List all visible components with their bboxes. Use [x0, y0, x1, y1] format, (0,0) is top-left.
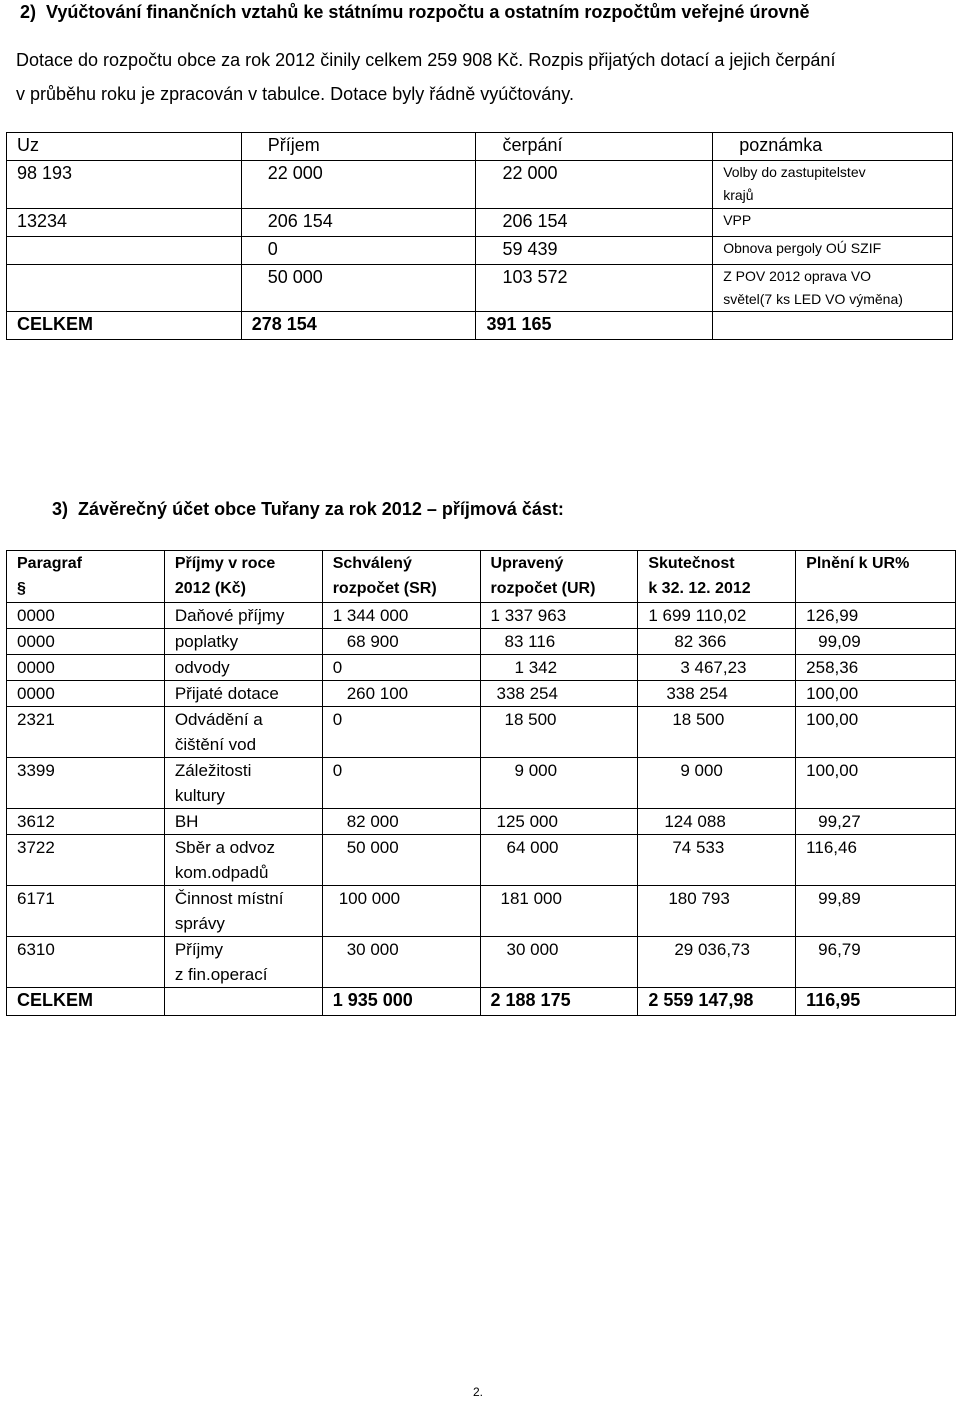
total-cerpani: 391 165 [476, 312, 713, 340]
cell-skutecnost: 124 088 [638, 809, 796, 835]
cell-ur: 30 000 [480, 937, 638, 988]
cell-prijem: 50 000 [241, 265, 476, 312]
cell-paragraf: 3399 [7, 758, 165, 809]
cell-name: poplatky [164, 629, 322, 655]
cell-plneni: 258,36 [796, 655, 956, 681]
cell-poznamka: VPP [713, 209, 953, 237]
cell-prijem: 0 [241, 237, 476, 265]
total-label: CELKEM [7, 988, 165, 1016]
name-line-1: Odvádění a [174, 710, 263, 729]
name-line-2: správy [174, 914, 225, 933]
table-row [7, 809, 956, 835]
income-table [6, 550, 956, 1016]
cell-sr: 100 000 [322, 886, 480, 937]
cell-sr: 0 [322, 655, 480, 681]
cell-skutecnost: 180 793 [638, 886, 796, 937]
name-line-1: Činnost místní [174, 889, 284, 908]
name-line-1: Sběr a odvoz [174, 838, 276, 857]
name-line-2: kom.odpadů [174, 863, 269, 882]
cell-paragraf: 0000 [7, 629, 165, 655]
cell-poznamka [713, 161, 953, 209]
header-line-2: rozpočet (SR) [332, 580, 437, 597]
cell-paragraf: 3722 [7, 835, 165, 886]
header-line-1: Plnění k UR% [806, 555, 910, 572]
cell-skutecnost: 3 467,23 [638, 655, 796, 681]
header-skutecnost [638, 551, 796, 603]
cell-skutecnost: 82 366 [638, 629, 796, 655]
total-empty [164, 988, 322, 1016]
cell-uz [7, 237, 242, 265]
header-prijem: Příjem [241, 133, 476, 161]
note-line-1: Z POV 2012 oprava VO [723, 268, 872, 284]
cell-plneni: 116,46 [796, 835, 956, 886]
cell-ur: 18 500 [480, 707, 638, 758]
cell-name [164, 937, 322, 988]
table-row [7, 707, 956, 758]
header-line-1: Skutečnost [648, 555, 735, 572]
table-row [7, 937, 956, 988]
table-row [7, 265, 953, 312]
header-poznamka: poznámka [713, 133, 953, 161]
name-line-1: Záležitosti [174, 761, 252, 780]
cell-skutecnost: 29 036,73 [638, 937, 796, 988]
cell-sr: 50 000 [322, 835, 480, 886]
cell-ur: 125 000 [480, 809, 638, 835]
cell-ur: 1 337 963 [480, 603, 638, 629]
table-row [7, 629, 956, 655]
section-2-heading: 2) Vyúčtování finančních vztahů ke státnímu rozpočtu a ostatním rozpočtům veřejné úrovně [20, 2, 810, 22]
cell-cerpani: 22 000 [476, 161, 713, 209]
name-line-1: Příjmy [174, 940, 223, 959]
table-row [7, 886, 956, 937]
header-line-1: Příjmy v roce [174, 555, 276, 572]
section-2-paragraph-line-2: v průběhu roku je zpracován v tabulce. Dotace byly řádně vyúčtovány. [16, 84, 574, 104]
cell-uz: 98 193 [7, 161, 242, 209]
table-row [7, 655, 956, 681]
header-schvaleny [322, 551, 480, 603]
cell-name: Přijaté dotace [164, 681, 322, 707]
cell-name: BH [164, 809, 322, 835]
cell-paragraf: 0000 [7, 681, 165, 707]
cell-name [164, 835, 322, 886]
cell-sr: 1 344 000 [322, 603, 480, 629]
table-row [7, 758, 956, 809]
section-3-heading: 3) Závěrečný účet obce Tuřany za rok 2012 – příjmová část: [52, 499, 564, 519]
table-row [7, 681, 956, 707]
cell-ur: 181 000 [480, 886, 638, 937]
cell-skutecnost: 18 500 [638, 707, 796, 758]
header-line-1: Schválený [332, 555, 412, 572]
header-line-1: Upravený [490, 555, 564, 572]
header-uz: Uz [7, 133, 242, 161]
cell-plneni: 100,00 [796, 707, 956, 758]
section-2-paragraph-line-1: Dotace do rozpočtu obce za rok 2012 činily celkem 259 908 Kč. Rozpis přijatých dotací a jejich čerpání [16, 50, 836, 70]
cell-ur: 338 254 [480, 681, 638, 707]
cell-sr: 30 000 [322, 937, 480, 988]
cell-poznamka: Obnova pergoly OÚ SZIF [713, 237, 953, 265]
income-table-total-row [7, 988, 956, 1016]
cell-name [164, 758, 322, 809]
table-row [7, 835, 956, 886]
cell-plneni: 100,00 [796, 758, 956, 809]
header-line-2: 2012 (Kč) [174, 580, 246, 597]
name-line-2: kultury [174, 786, 225, 805]
header-paragraf [7, 551, 165, 603]
name-line-2: z fin.operací [174, 965, 268, 984]
note-line-2: světel(7 ks LED VO výměna) [723, 291, 903, 307]
cell-paragraf: 2321 [7, 707, 165, 758]
cell-cerpani: 206 154 [476, 209, 713, 237]
income-table-header-row [7, 551, 956, 603]
cell-uz [7, 265, 242, 312]
total-plneni: 116,95 [796, 988, 956, 1016]
cell-name: odvody [164, 655, 322, 681]
table-row [7, 161, 953, 209]
cell-paragraf: 3612 [7, 809, 165, 835]
note-line-2: krajů [723, 187, 754, 203]
cell-plneni: 96,79 [796, 937, 956, 988]
cell-sr: 68 900 [322, 629, 480, 655]
cell-poznamka [713, 265, 953, 312]
total-sr: 1 935 000 [322, 988, 480, 1016]
table-row [7, 209, 953, 237]
cell-plneni: 100,00 [796, 681, 956, 707]
cell-sr: 0 [322, 707, 480, 758]
cell-sr: 82 000 [322, 809, 480, 835]
page-number: 2. [473, 1385, 484, 1399]
note-line-1: Volby do zastupitelstev [723, 164, 866, 180]
cell-cerpani: 59 439 [476, 237, 713, 265]
total-skutecnost: 2 559 147,98 [638, 988, 796, 1016]
cell-plneni: 99,27 [796, 809, 956, 835]
subsidy-table-header-row [7, 133, 953, 161]
header-line-2: § [17, 580, 26, 597]
cell-skutecnost: 1 699 110,02 [638, 603, 796, 629]
subsidy-table-total-row [7, 312, 953, 340]
cell-name [164, 886, 322, 937]
cell-name: Daňové příjmy [164, 603, 322, 629]
cell-skutecnost: 338 254 [638, 681, 796, 707]
cell-paragraf: 0000 [7, 603, 165, 629]
cell-prijem: 206 154 [241, 209, 476, 237]
cell-sr: 260 100 [322, 681, 480, 707]
header-cerpani: čerpání [476, 133, 713, 161]
header-line-2: k 32. 12. 2012 [648, 580, 751, 597]
table-row [7, 237, 953, 265]
cell-paragraf: 6171 [7, 886, 165, 937]
cell-skutecnost: 74 533 [638, 835, 796, 886]
name-line-2: čištění vod [174, 735, 257, 754]
total-ur: 2 188 175 [480, 988, 638, 1016]
header-prijmy [164, 551, 322, 603]
cell-prijem: 22 000 [241, 161, 476, 209]
cell-paragraf: 6310 [7, 937, 165, 988]
cell-ur: 83 116 [480, 629, 638, 655]
header-line-2: rozpočet (UR) [490, 580, 596, 597]
header-upraveny [480, 551, 638, 603]
cell-sr: 0 [322, 758, 480, 809]
total-prijem: 278 154 [241, 312, 476, 340]
cell-uz: 13234 [7, 209, 242, 237]
cell-plneni: 126,99 [796, 603, 956, 629]
subsidy-table [6, 132, 953, 340]
cell-skutecnost: 9 000 [638, 758, 796, 809]
header-line-1: Paragraf [17, 555, 82, 572]
total-poznamka-empty [713, 312, 953, 340]
cell-plneni: 99,09 [796, 629, 956, 655]
cell-plneni: 99,89 [796, 886, 956, 937]
cell-name [164, 707, 322, 758]
total-label: CELKEM [7, 312, 242, 340]
cell-cerpani: 103 572 [476, 265, 713, 312]
cell-ur: 1 342 [480, 655, 638, 681]
cell-paragraf: 0000 [7, 655, 165, 681]
cell-ur: 9 000 [480, 758, 638, 809]
header-plneni [796, 551, 956, 603]
table-row [7, 603, 956, 629]
cell-ur: 64 000 [480, 835, 638, 886]
